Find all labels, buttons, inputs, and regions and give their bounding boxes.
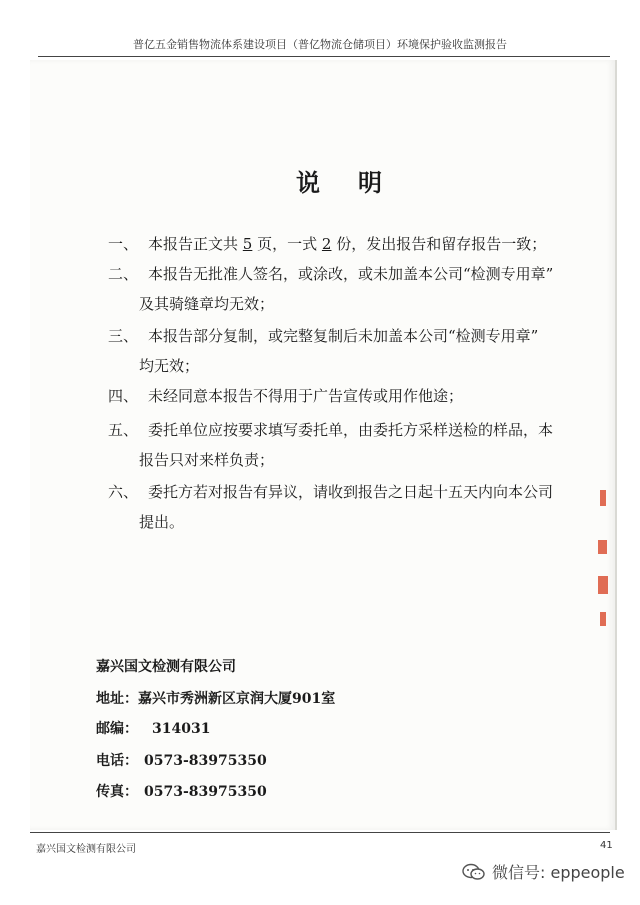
list-item: 四、 未经同意本报告不得用于广告宣传或用作他途； (108, 381, 463, 411)
item-number: 一、 (108, 235, 139, 253)
copy-count: 2 (321, 235, 332, 253)
stamp-edge-mark (598, 540, 607, 554)
list-item-continuation: 提出。 (139, 513, 185, 531)
footer-company: 嘉兴国文检测有限公司 (36, 844, 136, 855)
header-divider (38, 56, 610, 57)
item-number: 四、 (108, 387, 139, 405)
wechat-icon (462, 863, 486, 881)
list-item: 五、 委托单位应按要求填写委托单，由委托方采样送检的样品，本 (108, 415, 553, 445)
company-name: 嘉兴国文检测有限公司 (96, 659, 236, 675)
list-item: 二、 本报告无批准人签名，或涂改，或未加盖本公司“检测专用章” (108, 259, 553, 289)
stamp-edge-mark (598, 576, 608, 594)
page-title: 说明 (296, 168, 420, 197)
company-fax: 传真： 0573-83975350 (96, 784, 267, 800)
company-address: 地址：嘉兴市秀洲新区京润大厦901室 (96, 691, 336, 707)
stamp-edge-mark (600, 490, 606, 506)
list-item: 三、 本报告部分复制，或完整复制后未加盖本公司“检测专用章” (108, 321, 538, 351)
item-number: 三、 (108, 327, 139, 345)
item-number: 二、 (108, 265, 139, 283)
list-item: 六、 委托方若对报告有异议，请收到报告之日起十五天内向本公司 (108, 477, 553, 507)
list-item: 一、 本报告正文共 5 页，一式 2 份，发出报告和留存报告一致； (108, 229, 546, 259)
list-item-continuation: 报告只对来样负责； (139, 451, 275, 469)
page-header: 普亿五金销售物流体系建设项目（普亿物流仓储项目）环境保护验收监测报告 (133, 38, 507, 51)
list-item-continuation: 及其骑缝章均无效； (139, 295, 275, 313)
stamp-edge-mark (600, 612, 606, 626)
company-postcode: 邮编： 314031 (96, 721, 211, 737)
wechat-watermark: 微信号: eppeople (462, 860, 625, 883)
item-number: 五、 (108, 421, 139, 439)
list-item-continuation: 均无效； (139, 357, 200, 375)
item-number: 六、 (108, 483, 139, 501)
footer-divider (30, 832, 610, 833)
page-count: 5 (242, 235, 253, 253)
company-phone: 电话： 0573-83975350 (96, 753, 267, 769)
page-number: 41 (600, 840, 613, 851)
